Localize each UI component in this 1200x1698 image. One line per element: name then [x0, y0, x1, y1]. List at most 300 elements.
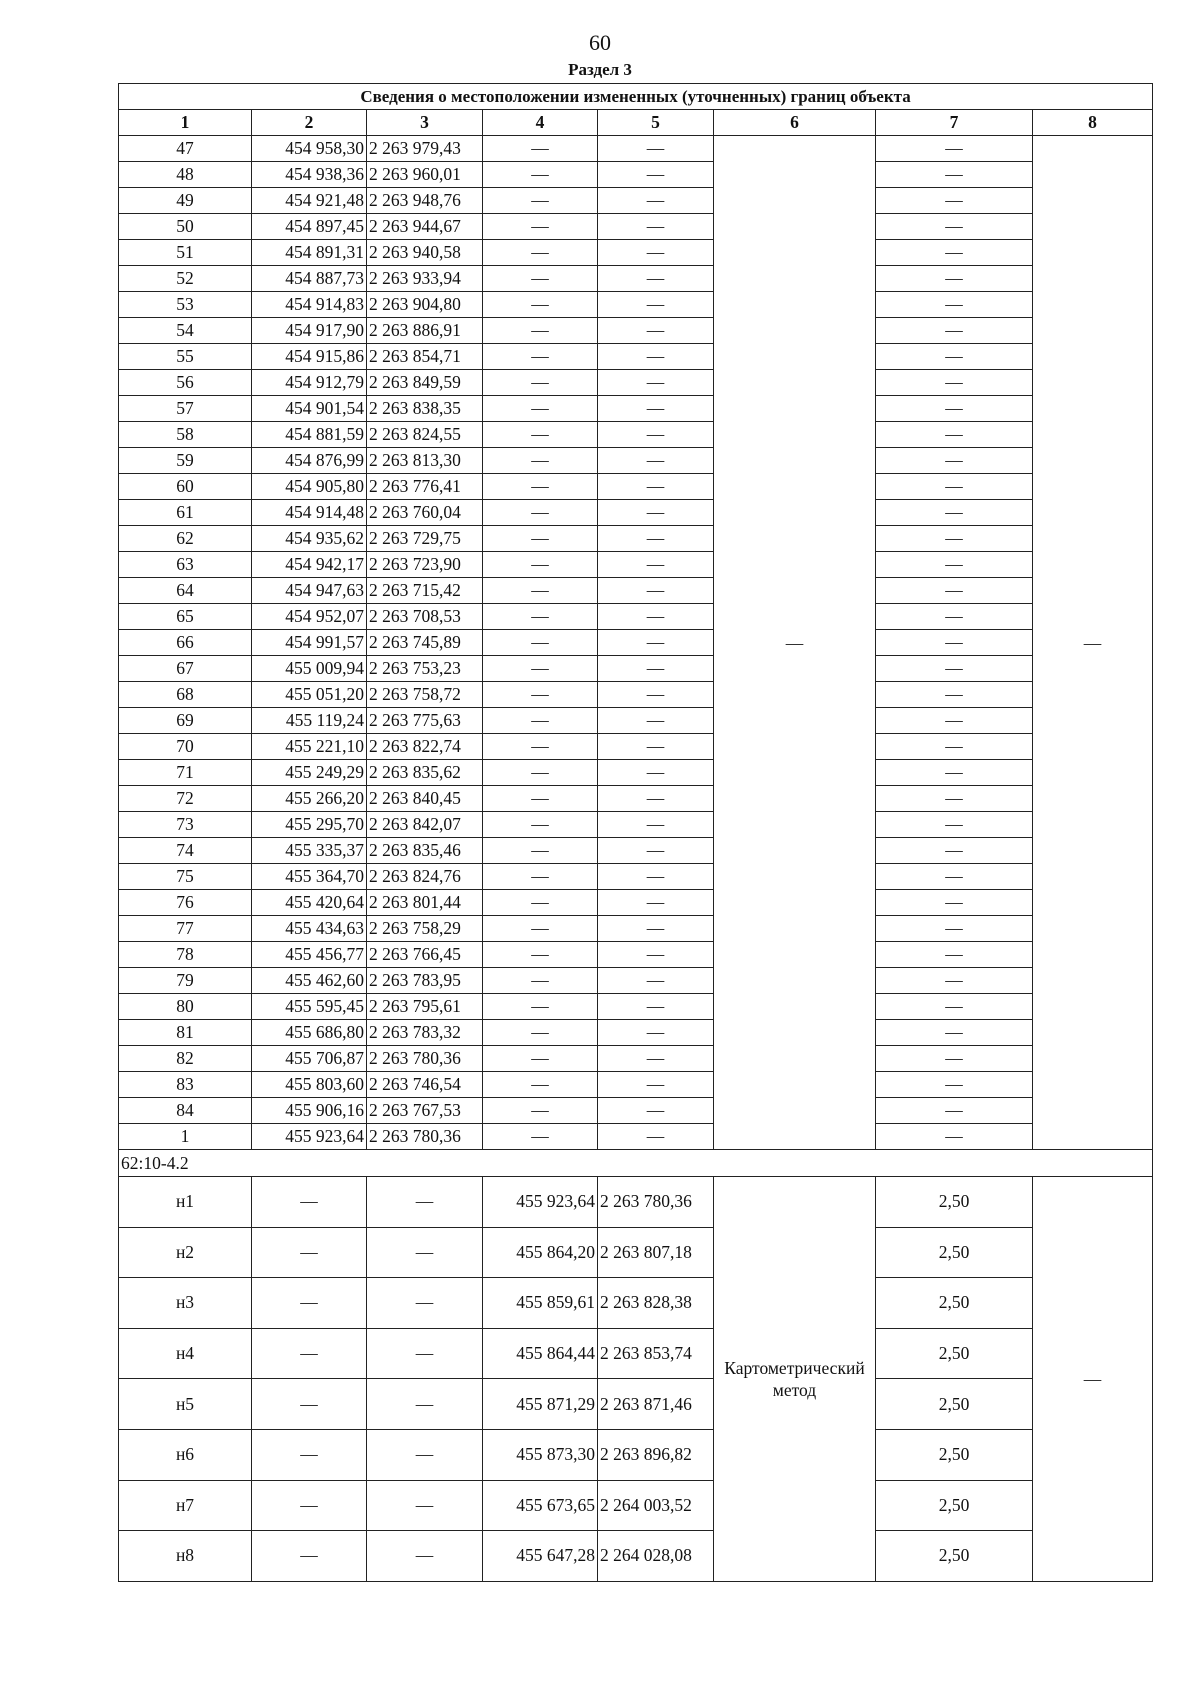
new-y-cell: — — [598, 760, 714, 786]
x-coordinate-cell: 454 991,57 — [252, 630, 367, 656]
table-row — [119, 812, 1153, 838]
point-number-cell: 51 — [119, 240, 252, 266]
x-coordinate-cell: 454 958,30 — [252, 136, 367, 162]
new-y-cell: — — [598, 396, 714, 422]
old-y-cell: — — [367, 1328, 483, 1379]
column-number-4: 4 — [483, 110, 598, 136]
new-y-cell: — — [598, 968, 714, 994]
error-cell: — — [876, 864, 1033, 890]
new-x-cell: — — [483, 942, 598, 968]
column-number-2: 2 — [252, 110, 367, 136]
error-cell: — — [876, 1124, 1033, 1150]
x-coordinate-cell: 455 420,64 — [252, 890, 367, 916]
new-x-cell: — — [483, 812, 598, 838]
old-y-cell: — — [367, 1379, 483, 1430]
new-x-cell: — — [483, 344, 598, 370]
x-coordinate-cell: 455 051,20 — [252, 682, 367, 708]
new-x-cell: — — [483, 396, 598, 422]
table-row — [119, 162, 1153, 188]
new-x-cell: — — [483, 266, 598, 292]
new-x-cell: — — [483, 838, 598, 864]
new-y-cell: — — [598, 994, 714, 1020]
point-number-cell: 60 — [119, 474, 252, 500]
new-x-cell: — — [483, 240, 598, 266]
table-title: Сведения о местоположении измененных (уточненных) границ объекта — [119, 84, 1153, 110]
table-title-row — [119, 84, 1153, 110]
x-coordinate-cell: 455 803,60 — [252, 1072, 367, 1098]
error-cell: — — [876, 656, 1033, 682]
y-coordinate-cell: 2 263 729,75 — [367, 526, 483, 552]
x-coordinate-cell: 454 901,54 — [252, 396, 367, 422]
error-cell: — — [876, 630, 1033, 656]
point-number-cell: н3 — [119, 1278, 252, 1329]
y-coordinate-cell: 2 263 948,76 — [367, 188, 483, 214]
table-row — [119, 838, 1153, 864]
error-cell: — — [876, 344, 1033, 370]
table-row — [119, 448, 1153, 474]
table-row — [119, 318, 1153, 344]
x-coordinate-cell: 454 947,63 — [252, 578, 367, 604]
error-cell: — — [876, 448, 1033, 474]
new-y-cell: — — [598, 890, 714, 916]
error-cell: — — [876, 136, 1033, 162]
x-coordinate-cell: 454 914,83 — [252, 292, 367, 318]
x-coordinate-cell: 455 295,70 — [252, 812, 367, 838]
error-cell: — — [876, 604, 1033, 630]
column-number-3: 3 — [367, 110, 483, 136]
new-y-cell: — — [598, 448, 714, 474]
y-coordinate-cell: 2 263 979,43 — [367, 136, 483, 162]
y-coordinate-cell: 2 263 760,04 — [367, 500, 483, 526]
error-cell: 2,50 — [876, 1531, 1033, 1582]
y-coordinate-cell: 2 263 723,90 — [367, 552, 483, 578]
new-y-cell: — — [598, 500, 714, 526]
new-y-cell: — — [598, 266, 714, 292]
point-number-cell: 81 — [119, 1020, 252, 1046]
new-y-cell: — — [598, 162, 714, 188]
new-x-cell: — — [483, 1098, 598, 1124]
y-coordinate-cell: 2 263 840,45 — [367, 786, 483, 812]
new-x-cell: — — [483, 474, 598, 500]
point-number-cell: 62 — [119, 526, 252, 552]
new-y-cell: — — [598, 344, 714, 370]
new-y-cell: — — [598, 734, 714, 760]
y-coordinate-cell: 2 263 715,42 — [367, 578, 483, 604]
x-coordinate-cell: 454 891,31 — [252, 240, 367, 266]
error-cell: — — [876, 1046, 1033, 1072]
new-x-cell: — — [483, 318, 598, 344]
table-row — [119, 734, 1153, 760]
table-row — [119, 786, 1153, 812]
y-coordinate-cell: 2 263 838,35 — [367, 396, 483, 422]
error-cell: — — [876, 1098, 1033, 1124]
table-row — [119, 864, 1153, 890]
point-number-cell: 83 — [119, 1072, 252, 1098]
new-x-cell: — — [483, 1124, 598, 1150]
table-row — [119, 604, 1153, 630]
error-cell: 2,50 — [876, 1278, 1033, 1329]
new-y-cell: — — [598, 708, 714, 734]
x-coordinate-cell: 455 335,37 — [252, 838, 367, 864]
new-x-cell: — — [483, 760, 598, 786]
new-x-cell: — — [483, 526, 598, 552]
y-coordinate-cell: 2 263 871,46 — [598, 1379, 714, 1430]
old-y-cell: — — [367, 1480, 483, 1531]
x-coordinate-cell: 454 876,99 — [252, 448, 367, 474]
table-row — [119, 682, 1153, 708]
point-number-cell: н1 — [119, 1177, 252, 1228]
point-number-cell: 47 — [119, 136, 252, 162]
y-coordinate-cell: 2 263 766,45 — [367, 942, 483, 968]
x-coordinate-cell: 455 864,20 — [483, 1227, 598, 1278]
x-coordinate-cell: 455 864,44 — [483, 1328, 598, 1379]
point-number-cell: 82 — [119, 1046, 252, 1072]
y-coordinate-cell: 2 263 795,61 — [367, 994, 483, 1020]
new-x-cell: — — [483, 656, 598, 682]
y-coordinate-cell: 2 263 708,53 — [367, 604, 483, 630]
error-cell: — — [876, 734, 1033, 760]
point-number-cell: 57 — [119, 396, 252, 422]
x-coordinate-cell: 454 938,36 — [252, 162, 367, 188]
y-coordinate-cell: 2 263 828,38 — [598, 1278, 714, 1329]
table-row — [119, 1098, 1153, 1124]
old-x-cell: — — [252, 1278, 367, 1329]
table-row — [119, 240, 1153, 266]
error-cell: — — [876, 760, 1033, 786]
old-x-cell: — — [252, 1328, 367, 1379]
error-cell: — — [876, 578, 1033, 604]
point-number-cell: н5 — [119, 1379, 252, 1430]
point-number-cell: н7 — [119, 1480, 252, 1531]
table-row — [119, 656, 1153, 682]
error-cell: — — [876, 500, 1033, 526]
x-coordinate-cell: 455 859,61 — [483, 1278, 598, 1329]
section-title: Раздел 3 — [568, 60, 632, 79]
error-cell: 2,50 — [876, 1328, 1033, 1379]
y-coordinate-cell: 2 264 003,52 — [598, 1480, 714, 1531]
x-coordinate-cell: 454 915,86 — [252, 344, 367, 370]
table-row — [119, 1531, 1153, 1582]
x-coordinate-cell: 454 917,90 — [252, 318, 367, 344]
x-coordinate-cell: 455 462,60 — [252, 968, 367, 994]
y-coordinate-cell: 2 263 849,59 — [367, 370, 483, 396]
y-coordinate-cell: 2 263 933,94 — [367, 266, 483, 292]
table-row — [119, 942, 1153, 968]
point-number-cell: 80 — [119, 994, 252, 1020]
y-coordinate-cell: 2 263 783,95 — [367, 968, 483, 994]
y-coordinate-cell: 2 263 824,76 — [367, 864, 483, 890]
new-x-cell: — — [483, 916, 598, 942]
cadastral-block-label: 62:10-4.2 — [119, 1150, 1153, 1177]
new-y-cell: — — [598, 838, 714, 864]
error-cell: — — [876, 968, 1033, 994]
x-coordinate-cell: 454 914,48 — [252, 500, 367, 526]
x-coordinate-cell: 454 921,48 — [252, 188, 367, 214]
table-row — [119, 214, 1153, 240]
new-y-cell: — — [598, 1098, 714, 1124]
description-cell-merged: — — [1033, 136, 1153, 1150]
table-row — [119, 500, 1153, 526]
error-cell: 2,50 — [876, 1480, 1033, 1531]
new-y-cell: — — [598, 422, 714, 448]
point-number-cell: 65 — [119, 604, 252, 630]
point-number-cell: 75 — [119, 864, 252, 890]
point-number-cell: 55 — [119, 344, 252, 370]
table-row — [119, 1124, 1153, 1150]
error-cell: — — [876, 786, 1033, 812]
table-row — [119, 630, 1153, 656]
point-number-cell: 77 — [119, 916, 252, 942]
x-coordinate-cell: 455 009,94 — [252, 656, 367, 682]
old-x-cell: — — [252, 1227, 367, 1278]
new-x-cell: — — [483, 708, 598, 734]
table-row — [119, 1020, 1153, 1046]
y-coordinate-cell: 2 263 813,30 — [367, 448, 483, 474]
new-x-cell: — — [483, 1020, 598, 1046]
x-coordinate-cell: 455 923,64 — [252, 1124, 367, 1150]
error-cell: — — [876, 396, 1033, 422]
old-x-cell: — — [252, 1480, 367, 1531]
y-coordinate-cell: 2 263 780,36 — [367, 1046, 483, 1072]
y-coordinate-cell: 2 263 853,74 — [598, 1328, 714, 1379]
new-x-cell: — — [483, 188, 598, 214]
x-coordinate-cell: 454 897,45 — [252, 214, 367, 240]
x-coordinate-cell: 455 873,30 — [483, 1429, 598, 1480]
y-coordinate-cell: 2 263 758,72 — [367, 682, 483, 708]
table-row — [119, 1227, 1153, 1278]
new-y-cell: — — [598, 214, 714, 240]
column-number-6: 6 — [714, 110, 876, 136]
new-y-cell: — — [598, 136, 714, 162]
new-x-cell: — — [483, 162, 598, 188]
x-coordinate-cell: 455 249,29 — [252, 760, 367, 786]
point-number-cell: 71 — [119, 760, 252, 786]
x-coordinate-cell: 454 881,59 — [252, 422, 367, 448]
error-cell: — — [876, 1072, 1033, 1098]
new-x-cell: — — [483, 292, 598, 318]
new-x-cell: — — [483, 968, 598, 994]
new-y-cell: — — [598, 942, 714, 968]
point-number-cell: 1 — [119, 1124, 252, 1150]
table-row — [119, 890, 1153, 916]
new-x-cell: — — [483, 682, 598, 708]
page-number: 60 — [589, 30, 611, 55]
error-cell: — — [876, 474, 1033, 500]
error-cell: — — [876, 890, 1033, 916]
old-y-cell: — — [367, 1227, 483, 1278]
x-coordinate-cell: 454 935,62 — [252, 526, 367, 552]
new-y-cell: — — [598, 1124, 714, 1150]
old-x-cell: — — [252, 1429, 367, 1480]
table-row — [119, 552, 1153, 578]
point-number-cell: 48 — [119, 162, 252, 188]
new-y-cell: — — [598, 240, 714, 266]
table-row — [119, 1480, 1153, 1531]
table-row — [119, 1429, 1153, 1480]
y-coordinate-cell: 2 263 835,46 — [367, 838, 483, 864]
y-coordinate-cell: 2 263 960,01 — [367, 162, 483, 188]
point-number-cell: н4 — [119, 1328, 252, 1379]
table-row — [119, 474, 1153, 500]
point-number-cell: н6 — [119, 1429, 252, 1480]
table-row — [119, 396, 1153, 422]
point-number-cell: 52 — [119, 266, 252, 292]
table-row — [119, 1379, 1153, 1430]
point-number-cell: н8 — [119, 1531, 252, 1582]
x-coordinate-cell: 455 456,77 — [252, 942, 367, 968]
new-y-cell: — — [598, 604, 714, 630]
old-x-cell: — — [252, 1379, 367, 1430]
y-coordinate-cell: 2 263 753,23 — [367, 656, 483, 682]
point-number-cell: 72 — [119, 786, 252, 812]
new-y-cell: — — [598, 682, 714, 708]
table-row — [119, 1278, 1153, 1329]
new-y-cell: — — [598, 1046, 714, 1072]
y-coordinate-cell: 2 263 896,82 — [598, 1429, 714, 1480]
error-cell: — — [876, 838, 1033, 864]
boundary-coordinates-table — [118, 83, 1153, 1582]
y-coordinate-cell: 2 263 746,54 — [367, 1072, 483, 1098]
y-coordinate-cell: 2 263 940,58 — [367, 240, 483, 266]
new-y-cell: — — [598, 1072, 714, 1098]
new-y-cell: — — [598, 656, 714, 682]
table-row — [119, 1046, 1153, 1072]
x-coordinate-cell: 455 686,80 — [252, 1020, 367, 1046]
method-cell-merged: Картометрический метод — [714, 1177, 876, 1582]
error-cell: — — [876, 266, 1033, 292]
new-x-cell: — — [483, 136, 598, 162]
y-coordinate-cell: 2 263 745,89 — [367, 630, 483, 656]
new-y-cell: — — [598, 1020, 714, 1046]
point-number-cell: 54 — [119, 318, 252, 344]
y-coordinate-cell: 2 263 780,36 — [367, 1124, 483, 1150]
new-x-cell: — — [483, 448, 598, 474]
old-y-cell: — — [367, 1429, 483, 1480]
new-y-cell: — — [598, 552, 714, 578]
x-coordinate-cell: 455 871,29 — [483, 1379, 598, 1430]
x-coordinate-cell: 455 647,28 — [483, 1531, 598, 1582]
error-cell: — — [876, 162, 1033, 188]
error-cell: — — [876, 240, 1033, 266]
table-row — [119, 1177, 1153, 1228]
table-row — [119, 370, 1153, 396]
x-coordinate-cell: 455 434,63 — [252, 916, 367, 942]
error-cell: — — [876, 318, 1033, 344]
error-cell: — — [876, 292, 1033, 318]
error-cell: — — [876, 812, 1033, 838]
old-y-cell: — — [367, 1177, 483, 1228]
error-cell: — — [876, 422, 1033, 448]
error-cell: — — [876, 370, 1033, 396]
x-coordinate-cell: 454 905,80 — [252, 474, 367, 500]
table-row — [119, 344, 1153, 370]
column-number-8: 8 — [1033, 110, 1153, 136]
point-number-cell: 66 — [119, 630, 252, 656]
error-cell: — — [876, 552, 1033, 578]
new-x-cell: — — [483, 370, 598, 396]
point-number-cell: 76 — [119, 890, 252, 916]
y-coordinate-cell: 2 263 842,07 — [367, 812, 483, 838]
point-number-cell: 67 — [119, 656, 252, 682]
y-coordinate-cell: 2 263 767,53 — [367, 1098, 483, 1124]
x-coordinate-cell: 455 673,65 — [483, 1480, 598, 1531]
table-row — [119, 1328, 1153, 1379]
point-number-cell: 50 — [119, 214, 252, 240]
new-x-cell: — — [483, 214, 598, 240]
new-x-cell: — — [483, 500, 598, 526]
x-coordinate-cell: 455 119,24 — [252, 708, 367, 734]
new-y-cell: — — [598, 474, 714, 500]
table-row — [119, 1072, 1153, 1098]
new-y-cell: — — [598, 188, 714, 214]
error-cell: — — [876, 214, 1033, 240]
new-x-cell: — — [483, 786, 598, 812]
point-number-cell: 74 — [119, 838, 252, 864]
table-row — [119, 292, 1153, 318]
point-number-cell: н2 — [119, 1227, 252, 1278]
point-number-cell: 63 — [119, 552, 252, 578]
old-x-cell: — — [252, 1177, 367, 1228]
method-cell-merged: — — [714, 136, 876, 1150]
point-number-cell: 59 — [119, 448, 252, 474]
new-x-cell: — — [483, 864, 598, 890]
new-y-cell: — — [598, 318, 714, 344]
table-row — [119, 136, 1153, 162]
point-number-cell: 61 — [119, 500, 252, 526]
error-cell: — — [876, 916, 1033, 942]
error-cell: — — [876, 942, 1033, 968]
column-number-1: 1 — [119, 110, 252, 136]
new-x-cell: — — [483, 552, 598, 578]
old-y-cell: — — [367, 1531, 483, 1582]
y-coordinate-cell: 2 263 822,74 — [367, 734, 483, 760]
x-coordinate-cell: 455 364,70 — [252, 864, 367, 890]
error-cell: — — [876, 188, 1033, 214]
point-number-cell: 70 — [119, 734, 252, 760]
y-coordinate-cell: 2 263 758,29 — [367, 916, 483, 942]
point-number-cell: 84 — [119, 1098, 252, 1124]
new-y-cell: — — [598, 292, 714, 318]
point-number-cell: 78 — [119, 942, 252, 968]
y-coordinate-cell: 2 263 775,63 — [367, 708, 483, 734]
point-number-cell: 53 — [119, 292, 252, 318]
x-coordinate-cell: 455 923,64 — [483, 1177, 598, 1228]
new-x-cell: — — [483, 1072, 598, 1098]
y-coordinate-cell: 2 263 854,71 — [367, 344, 483, 370]
new-x-cell: — — [483, 994, 598, 1020]
y-coordinate-cell: 2 263 801,44 — [367, 890, 483, 916]
point-number-cell: 73 — [119, 812, 252, 838]
table-row — [119, 578, 1153, 604]
new-x-cell: — — [483, 604, 598, 630]
x-coordinate-cell: 454 942,17 — [252, 552, 367, 578]
table-row — [119, 708, 1153, 734]
table-row — [119, 266, 1153, 292]
error-cell: — — [876, 526, 1033, 552]
y-coordinate-cell: 2 264 028,08 — [598, 1531, 714, 1582]
new-y-cell: — — [598, 370, 714, 396]
y-coordinate-cell: 2 263 783,32 — [367, 1020, 483, 1046]
y-coordinate-cell: 2 263 776,41 — [367, 474, 483, 500]
error-cell: 2,50 — [876, 1177, 1033, 1228]
point-number-cell: 69 — [119, 708, 252, 734]
x-coordinate-cell: 454 912,79 — [252, 370, 367, 396]
new-y-cell: — — [598, 864, 714, 890]
y-coordinate-cell: 2 263 904,80 — [367, 292, 483, 318]
old-x-cell: — — [252, 1531, 367, 1582]
x-coordinate-cell: 454 952,07 — [252, 604, 367, 630]
x-coordinate-cell: 455 906,16 — [252, 1098, 367, 1124]
